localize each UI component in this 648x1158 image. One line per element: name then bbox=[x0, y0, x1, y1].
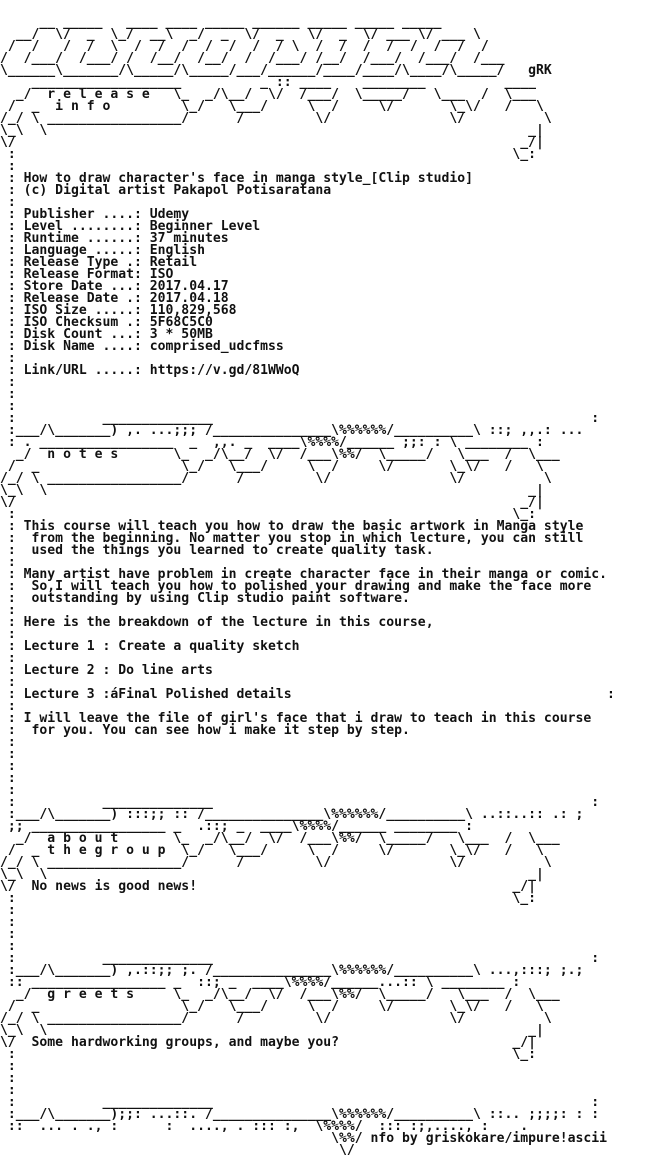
nfo-line: : bbox=[0, 387, 16, 402]
nfo-line: : ______________ : bbox=[0, 1095, 600, 1110]
nfo-line: \/ No news is good news! _/| bbox=[0, 879, 537, 894]
nfo-line: : bbox=[0, 927, 16, 942]
nfo-line: / _ i n f o \_/ \___/ \ / \/ \_\/ / \ bbox=[0, 99, 544, 114]
nfo-line: : \_: bbox=[0, 891, 537, 906]
nfo-line: : bbox=[0, 1071, 16, 1086]
nfo-line: /_/ \ _________________/ / \/ \/ \ bbox=[0, 471, 552, 486]
nfo-line: : bbox=[0, 1059, 16, 1074]
nfo-line: : outstanding by using Clip studio paint software. bbox=[0, 591, 410, 606]
nfo-line: : ______________ : bbox=[0, 411, 600, 426]
nfo-line: \_\ \ _| bbox=[0, 123, 544, 138]
nfo-line: : from the beginning. No matter you stop in which lecture, you can still bbox=[0, 531, 584, 546]
nfo-line: : How to draw character's face in manga style_[Clip studio] bbox=[0, 171, 473, 186]
nfo-line: : Language .....: English bbox=[0, 243, 205, 258]
nfo-line: : Release Format: ISO bbox=[0, 267, 174, 282]
nfo-line: : \_: bbox=[0, 507, 537, 522]
nfo-line: ;; _________________ _ .::; _ ____\%%%%/______ ________ : bbox=[0, 819, 473, 834]
nfo-line: \_\ \ _| bbox=[0, 867, 544, 882]
nfo-line: : used the things you learned to create quality task. bbox=[0, 543, 434, 558]
nfo-line: :___/\_______) ,. ...;;; /_______________\%%%%%%/__________\ ::; ,,.: ... bbox=[0, 423, 584, 438]
nfo-line: : bbox=[0, 939, 16, 954]
nfo-line: __/ \/ _ \_/ __\ _/ _ \/ _ \/ _ \/ ___ \/ ___ \ bbox=[0, 27, 481, 42]
nfo-line: : So,I will teach you how to polished your drawing and make the face more bbox=[0, 579, 592, 594]
nfo-line: : bbox=[0, 783, 16, 798]
nfo-ascii-art bbox=[0, 15, 648, 1158]
nfo-line: : Release Date .: 2017.04.18 bbox=[0, 291, 229, 306]
nfo-line: / _ t h e g r o u p \_/ \___/ \ / \/ \_\/ / \ bbox=[0, 843, 544, 858]
nfo-line: :___/\_______);;: ...::. /_______________\%%%%%%/__________\ ::.. ;;;;: : : bbox=[0, 1107, 600, 1122]
nfo-line: : bbox=[0, 675, 16, 690]
nfo-line: : bbox=[0, 735, 16, 750]
nfo-line: : This course will teach you how to draw the basic artwork in Manga style bbox=[0, 519, 584, 534]
nfo-line: : bbox=[0, 627, 16, 642]
nfo-line: \/ _/| bbox=[0, 495, 544, 510]
nfo-line: : Release Type .: Retail bbox=[0, 255, 198, 270]
nfo-line: : bbox=[0, 375, 16, 390]
nfo-line: : Link/URL .....: https://v.gd/81WWoQ bbox=[0, 363, 300, 378]
nfo-line: :: ... . ., : : ...., . ::: :, \%%%%/ ::: :;,...., : . bbox=[0, 1119, 529, 1134]
nfo-line: : Level ........: Beginner Level bbox=[0, 219, 261, 234]
nfo-line: \%%/ nfo by griskokare/impure!ascii bbox=[0, 1131, 607, 1146]
nfo-line: _/ a b o u t \_ _/\__/ \/ /___\%%/ \_____/ \___ / \___ bbox=[0, 831, 560, 846]
nfo-line: : bbox=[0, 1083, 16, 1098]
nfo-line: _/ r e l e a s e \_ _/\__/ \/ /___/ \_____/ \___ / \___ bbox=[0, 87, 537, 102]
nfo-line: : ______________ : bbox=[0, 795, 600, 810]
nfo-line: /_/ \ _________________/ / \/ \/ \ bbox=[0, 111, 552, 126]
nfo-line: : bbox=[0, 747, 16, 762]
nfo-line: : bbox=[0, 399, 16, 414]
nfo-line: / / / / \ / / / / / / / \ / / / / / / / / bbox=[0, 39, 489, 54]
nfo-line: :: _________________ _ ::; _ ____\%%%%/______...:: \ ________ : bbox=[0, 975, 521, 990]
nfo-line: : Store Date ...: 2017.04.17 bbox=[0, 279, 229, 294]
nfo-line: \_\ \ _| bbox=[0, 483, 544, 498]
nfo-line: \______\_______/\_____/\_____/___/______/____/____/\____/\_____/ gRK bbox=[0, 63, 552, 78]
nfo-line: /_/ \ _________________/ / \/ \/ \ bbox=[0, 1011, 552, 1026]
nfo-line: : bbox=[0, 159, 16, 174]
nfo-line: : \_: bbox=[0, 147, 537, 162]
nfo-line: _/ g r e e t s \_ _/\__/ \/ /___\%%/ \_____/ \___ / \___ bbox=[0, 987, 560, 1002]
nfo-line: : Lecture 2 : Do line arts bbox=[0, 663, 213, 678]
nfo-line: : bbox=[0, 915, 16, 930]
nfo-line: / _ \_/ \___/ \ / \/ \_\/ / \ bbox=[0, 459, 544, 474]
nfo-line: /_/ \ _________________/ / \/ \/ \ bbox=[0, 855, 552, 870]
nfo-line: / _ \_/ \___/ \ / \/ \_\/ / \ bbox=[0, 999, 544, 1014]
nfo-line: : Lecture 1 : Create a quality sketch bbox=[0, 639, 300, 654]
nfo-line: : for you. You can see how i make it step by step. bbox=[0, 723, 410, 738]
nfo-line: : (c) Digital artist Pakapol Potisaratana bbox=[0, 183, 332, 198]
nfo-line: : bbox=[0, 699, 16, 714]
nfo-line: : Lecture 3 :áFinal Polished details : bbox=[0, 687, 615, 702]
nfo-line: : bbox=[0, 903, 16, 918]
nfo-line: \/ Some hardworking groups, and maybe you? _/| bbox=[0, 1035, 537, 1050]
nfo-line: : bbox=[0, 195, 16, 210]
nfo-line: : \_: bbox=[0, 1047, 537, 1062]
nfo-line: : bbox=[0, 651, 16, 666]
nfo-line: \_\ \ _| bbox=[0, 1023, 544, 1038]
nfo-line: :___/\_______) :::;; :: /_______________\%%%%%%/__________\ ..::..:: .: ; bbox=[0, 807, 584, 822]
nfo-line: : Here is the breakdown of the lecture in this course, bbox=[0, 615, 434, 630]
nfo-line: : Disk Count ...: 3 * 50MB bbox=[0, 327, 213, 342]
nfo-line: : Many artist have problem in create character face in their manga or comic. bbox=[0, 567, 607, 582]
nfo-line: \/ bbox=[0, 1143, 355, 1158]
nfo-line: _/ n o t e s \_ _/\__/ \/ /___\%%/ \_____/ \___ / \___ bbox=[0, 447, 560, 462]
nfo-line: __ _____ ____ ____ _____ ______ _____ _____ _____ bbox=[0, 15, 442, 30]
nfo-line: : bbox=[0, 759, 16, 774]
nfo-line: : bbox=[0, 555, 16, 570]
nfo-line: ___________________ _ :: ____ ________ ____ bbox=[0, 75, 537, 90]
nfo-line: : Publisher ....: Udemy bbox=[0, 207, 190, 222]
nfo-line: : ISO Size .....: 110,829,568 bbox=[0, 303, 237, 318]
nfo-line: :___/\_______) ,.::;; ;. /_______________\%%%%%%/__________\ ...,:::; ;.; bbox=[0, 963, 584, 978]
nfo-line: : I will leave the file of girl's face that i draw to teach in this course bbox=[0, 711, 592, 726]
nfo-line: : ______________ : bbox=[0, 951, 600, 966]
nfo-line: \/ _/| bbox=[0, 135, 544, 150]
nfo-line: : Disk Name ....: comprised_udcfmss bbox=[0, 339, 284, 354]
nfo-line: : bbox=[0, 603, 16, 618]
nfo-line: : Runtime ......: 37 minutes bbox=[0, 231, 229, 246]
nfo-line: : ISO Checksum .: 5F68C5C0 bbox=[0, 315, 213, 330]
nfo-line: : . _________________ _ ,,. _ ____\%%%%/______ ;;: : \ ________ : bbox=[0, 435, 544, 450]
nfo-line: : bbox=[0, 771, 16, 786]
nfo-line: : bbox=[0, 351, 16, 366]
nfo-line: / /___/ /___/ / /__/ /__/ / /___/ /__/ /___/ /___/ /___ bbox=[0, 51, 505, 66]
